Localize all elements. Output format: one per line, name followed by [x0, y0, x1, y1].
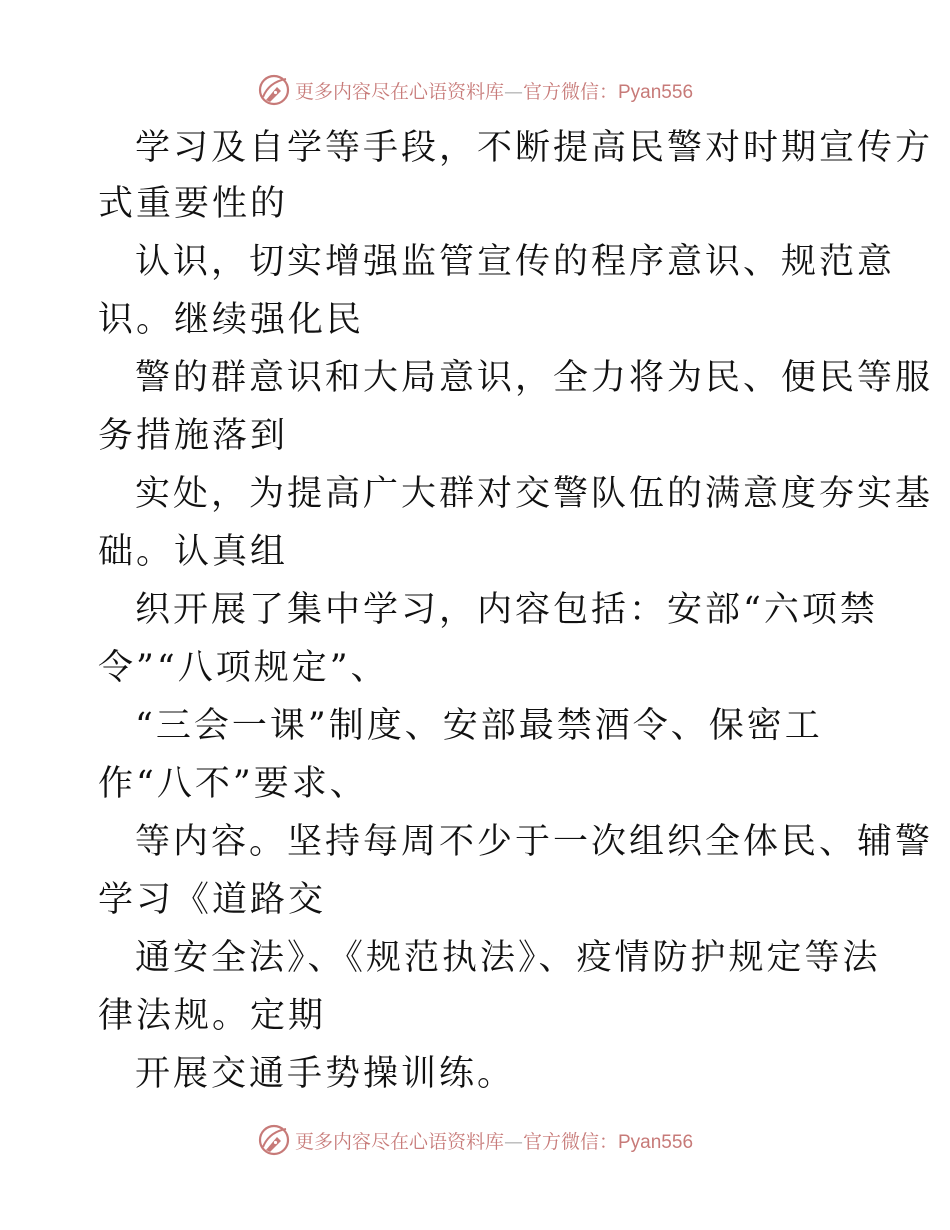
body-line: 织开展了集中学习，内容包括：安部“六项禁 — [135, 590, 878, 630]
body-line: 识。继续强化民 — [98, 300, 365, 340]
body-line: 实处，为提高广大群对交警队伍的满意度夯实基 — [135, 474, 934, 514]
body-line: 律法规。定期 — [98, 996, 327, 1036]
watermark-dash: — — [503, 1130, 523, 1153]
body-line: 学习《道路交 — [98, 880, 327, 920]
pen-nib-circle-icon — [257, 73, 291, 107]
watermark-contact-label: 官方微信： — [522, 80, 618, 103]
body-line: 令”“八项规定”、 — [98, 648, 389, 688]
body-line: 警的群意识和大局意识，全力将为民、便民等服 — [135, 358, 934, 398]
watermark-dash: — — [503, 80, 523, 103]
body-line: 作“八不”要求、 — [98, 764, 368, 804]
body-line: 认识，切实增强监管宣传的程序意识、规范意 — [135, 242, 896, 282]
watermark-site-text: 更多内容尽在心语资料库 — [294, 1130, 504, 1153]
body-line: 通安全法》、《规范执法》、疫情防护规定等法 — [135, 938, 881, 978]
watermark-contact-id: Pyan556 — [618, 81, 694, 103]
body-line: 开展交通手势操训练。 — [135, 1054, 516, 1094]
body-line: 学习及自学等手段，不断提高民警对时期宣传方 — [135, 128, 934, 168]
body-line: 等内容。坚持每周不少于一次组织全体民、辅警 — [135, 822, 934, 862]
header-watermark — [0, 70, 950, 110]
footer-watermark — [0, 1120, 950, 1160]
body-line: 式重要性的 — [98, 184, 289, 224]
pen-nib-circle-icon — [257, 1123, 291, 1157]
body-line: “三会一课”制度、安部最禁酒令、保密工 — [135, 706, 823, 746]
body-line: 础。认真组 — [98, 532, 289, 572]
watermark-contact-label: 官方微信： — [522, 1130, 618, 1153]
watermark-contact-id: Pyan556 — [618, 1131, 694, 1153]
body-line: 务措施落到 — [98, 416, 289, 456]
watermark-site-text: 更多内容尽在心语资料库 — [294, 80, 504, 103]
